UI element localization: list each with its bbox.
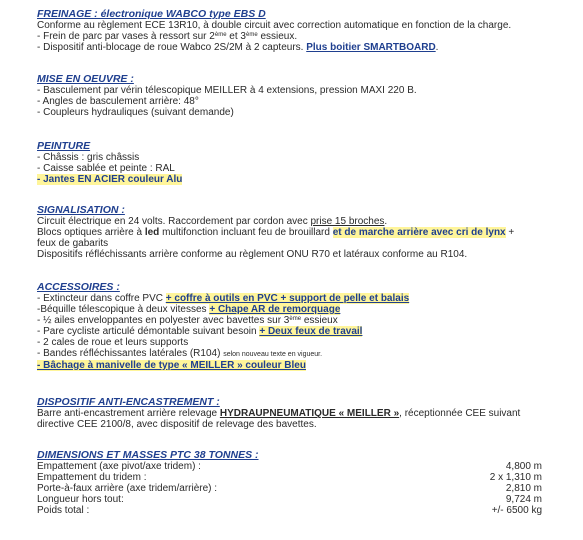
dimension-row: [37, 472, 542, 483]
freinage-line-2: - Frein de parc par vases à ressort sur 2ème et 3ème essieux.: [37, 31, 298, 42]
dimension-row: [37, 494, 542, 505]
access-line-5: - 2 cales de roue et leurs supports: [37, 337, 189, 348]
heading-signalisation: SIGNALISATION :: [37, 204, 125, 216]
section-peinture: [37, 140, 577, 185]
access-line-7: - Bâchage à manivelle de type « MEILLER » couleur Bleu: [37, 360, 306, 371]
dimension-value: 4,800 m: [505, 461, 542, 472]
dispositif-line-1: Barre anti-encastrement arrière relevage HYDRAUPNEUMATIQUE « MEILLER », réceptionnée CEE suivant: [37, 408, 521, 419]
dimension-value: 2 x 1,310 m: [489, 472, 542, 483]
dimension-value: +/- 6500 kg: [491, 505, 542, 516]
access-line-2: -Béquille télescopique à deux vitesses + Chape AR de remorquage: [37, 304, 341, 315]
dimension-label: Empattement du tridem :: [37, 472, 147, 483]
freinage-line-1: Conforme au règlement ECE 13R10, à double circuit avec correction automatique en fonction de la charge.: [37, 20, 512, 31]
dimension-row: [37, 505, 542, 516]
section-dispositif: [37, 396, 577, 430]
section-signalisation: [37, 204, 577, 260]
section-accessoires: [37, 281, 577, 371]
dimension-label: Longueur hors tout:: [37, 494, 124, 505]
dispositif-line-2: directive CEE 2100/8, avec dispositif de relevage des bavettes.: [37, 419, 317, 430]
dimensions-table: [37, 461, 577, 516]
heading-peinture: PEINTURE: [37, 140, 91, 152]
access-line-3: - ½ ailes enveloppantes en polyester avec bavettes sur 3ème essieux: [37, 315, 338, 326]
heading-mise-en-oeuvre: MISE EN OEUVRE :: [37, 73, 134, 85]
dimension-value: 9,724 m: [505, 494, 542, 505]
signal-line-4: Dispositifs réfléchissants arrière conforme au règlement ONU R70 et latéraux conforme au R104.: [37, 249, 468, 260]
section-dimensions: [37, 449, 577, 516]
dimension-label: Poids total :: [37, 505, 90, 516]
heading-dimensions: DIMENSIONS ET MASSES PTC 38 TONNES :: [37, 449, 259, 461]
smartboard-text: Plus boitier SMARTBOARD: [306, 42, 436, 53]
jantes-highlight: - Jantes EN ACIER couleur Alu: [37, 174, 183, 185]
mise-line-3: - Coupleurs hydrauliques (suivant demande): [37, 107, 234, 118]
mise-line-1: - Basculement par vérin télescopique MEILLER à 4 extensions, pression MAXI 220 B.: [37, 85, 417, 96]
marche-arriere-highlight: et de marche arrière avec cri de lynx: [332, 227, 506, 238]
section-freinage: [37, 8, 577, 53]
freinage-line-3: - Dispositif anti-blocage de roue Wabco 2S/2M à 2 capteurs. Plus boitier SMARTBOARD.: [37, 42, 439, 53]
dimension-row: [37, 461, 542, 472]
signal-line-2: Blocs optiques arrière à led multifonction incluant feu de brouillard et de marche arrière avec cri de lynx +: [37, 227, 515, 238]
mise-line-2: - Angles de basculement arrière: 48°: [37, 96, 199, 107]
peinture-line-3: [37, 174, 577, 185]
peinture-line-1: - Châssis : gris châssis: [37, 152, 140, 163]
access-line-6: - Bandes réfléchissantes latérales (R104) selon nouveau texte en vigueur.: [37, 348, 323, 359]
section-mise-en-oeuvre: [37, 73, 577, 118]
dimension-label: Empattement (axe pivot/axe tridem) :: [37, 461, 201, 472]
signal-line-1: Circuit électrique en 24 volts. Raccordement par cordon avec prise 15 broches.: [37, 216, 388, 227]
peinture-line-2: - Caisse sablée et peinte : RAL: [37, 163, 175, 174]
access-line-1: - Extincteur dans coffre PVC + coffre à outils en PVC + support de pelle et balais: [37, 293, 410, 304]
access-line-4: - Pare cycliste articulé démontable suivant besoin + Deux feux de travail: [37, 326, 363, 337]
dimension-value: 2,810 m: [505, 483, 542, 494]
dimension-label: Porte-à-faux arrière (axe tridem/arrière) :: [37, 483, 218, 494]
dimension-row: [37, 483, 542, 494]
heading-freinage: FREINAGE : électronique WABCO type EBS D: [37, 8, 266, 20]
signal-line-3: feux de gabarits: [37, 238, 109, 249]
heading-accessoires: ACCESSOIRES :: [37, 281, 120, 293]
heading-dispositif: DISPOSITIF ANTI-ENCASTREMENT :: [37, 396, 220, 408]
